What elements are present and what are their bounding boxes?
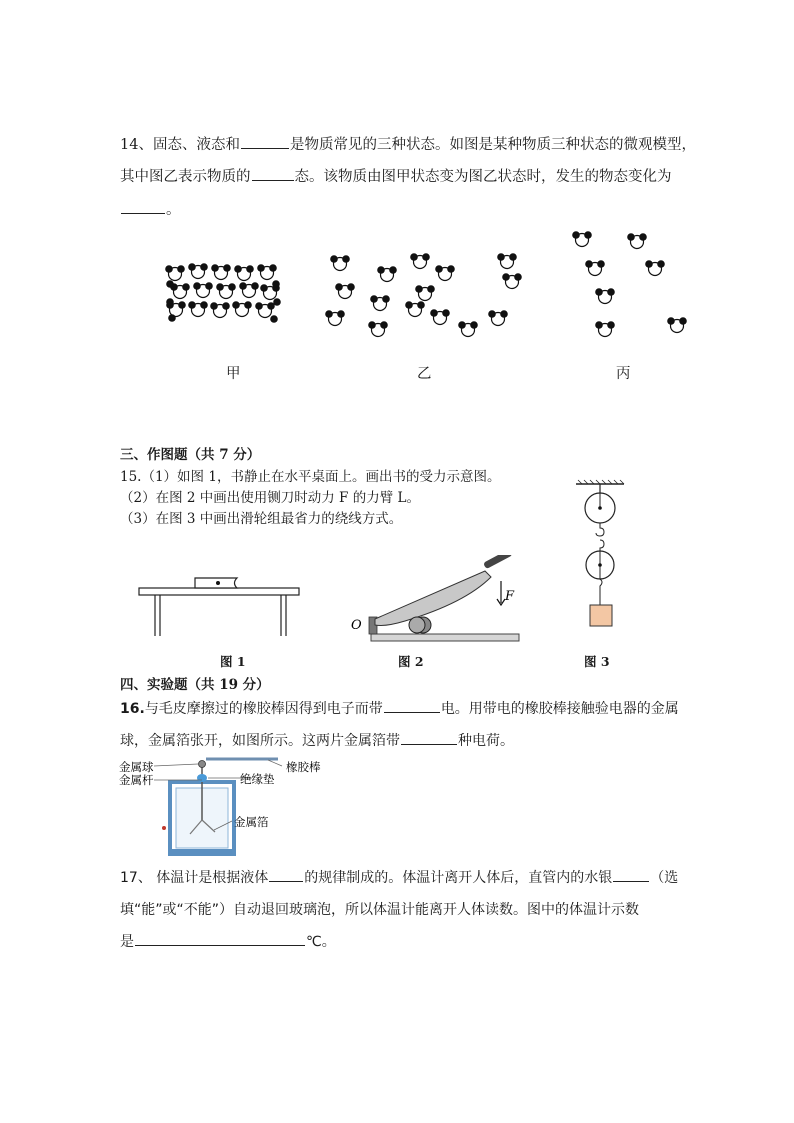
figure-1-book-on-table (135, 570, 305, 640)
fig-3-caption: 图 3 (584, 654, 610, 669)
q14-blank-1[interactable] (241, 134, 289, 149)
q16-blank-2[interactable] (401, 730, 457, 745)
q17-blank-1[interactable] (269, 867, 303, 882)
q15-part-1: 15.（1）如图 1，书静止在水平桌面上。画出书的受力示意图。 (120, 469, 501, 485)
fig-1-caption: 图 1 (220, 654, 246, 669)
insulating-pad (197, 774, 207, 782)
label-insulating-pad: 绝缘垫 (240, 772, 275, 786)
q16-blank-1[interactable] (384, 698, 440, 713)
section-3-title: 三、作图题（共 7 分） (120, 447, 261, 463)
q14-line-1: 14、固态、液态和 是物质常见的三种状态。如图是某种物质三种状态的微观模型， (120, 133, 696, 154)
q17-blank-3[interactable] (135, 931, 305, 946)
label-metal-ball: 金属球 (119, 760, 154, 774)
label-O: O (351, 618, 362, 633)
electroscope-figure (118, 754, 338, 856)
label-rubber-rod: 橡胶棒 (286, 760, 321, 774)
q17-line-1: 17、 体温计是根据液体 的规律制成的。体温计离开人体后，直管内的水银 （选 (120, 867, 678, 887)
molecular-models-figure (150, 222, 710, 352)
liquid-model (325, 253, 522, 336)
q17-blank-2[interactable] (613, 867, 649, 882)
solid-model (165, 263, 281, 323)
label-F: F (505, 589, 515, 604)
label-metal-rod: 金属杆 (119, 773, 154, 787)
q14-line-3: 。 (120, 198, 181, 219)
base-board (371, 634, 519, 641)
caption-jia: 甲 (226, 366, 241, 382)
section-4-title: 四、实验题（共 19 分） (120, 677, 270, 693)
q15-part-2: （2）在图 2 中画出使用铡刀时动力 F 的力臂 L。 (120, 490, 420, 506)
table-top (139, 588, 299, 595)
metal-ball (199, 761, 206, 768)
q14-line-2: 其中图乙表示物质的 态。该物质由图甲状态变为图乙状态时，发生的物态变化为 (120, 165, 672, 186)
label-metal-foil: 金属箔 (234, 815, 269, 829)
blade (375, 571, 491, 626)
weight-block (590, 605, 612, 626)
figure-2-chopper-lever (345, 555, 525, 645)
q14-blank-2[interactable] (252, 166, 294, 181)
q17-line-3: 是 ℃。 (120, 931, 336, 951)
handle (483, 555, 513, 569)
q16-line-1: 16.与毛皮摩擦过的橡胶棒因得到电子而带 电。用带电的橡胶棒接触验电器的金属 (120, 698, 679, 718)
caption-bing: 丙 (616, 366, 631, 382)
caption-yi: 乙 (417, 366, 432, 382)
fig-2-caption: 图 2 (398, 654, 424, 669)
figure-3-pulley-system (570, 478, 630, 630)
q15-part-3: （3）在图 3 中画出滑轮组最省力的绕线方式。 (120, 511, 403, 527)
gas-model (572, 231, 687, 336)
q17-line-2: 填“能”或“不能”）自动退回玻璃泡，所以体温计能离开人体读数。图中的体温计示数 (120, 902, 640, 918)
q14-blank-3[interactable] (121, 199, 165, 214)
q16-line-2: 球，金属箔张开，如图所示。这两片金属箔带 种电荷。 (120, 730, 514, 750)
